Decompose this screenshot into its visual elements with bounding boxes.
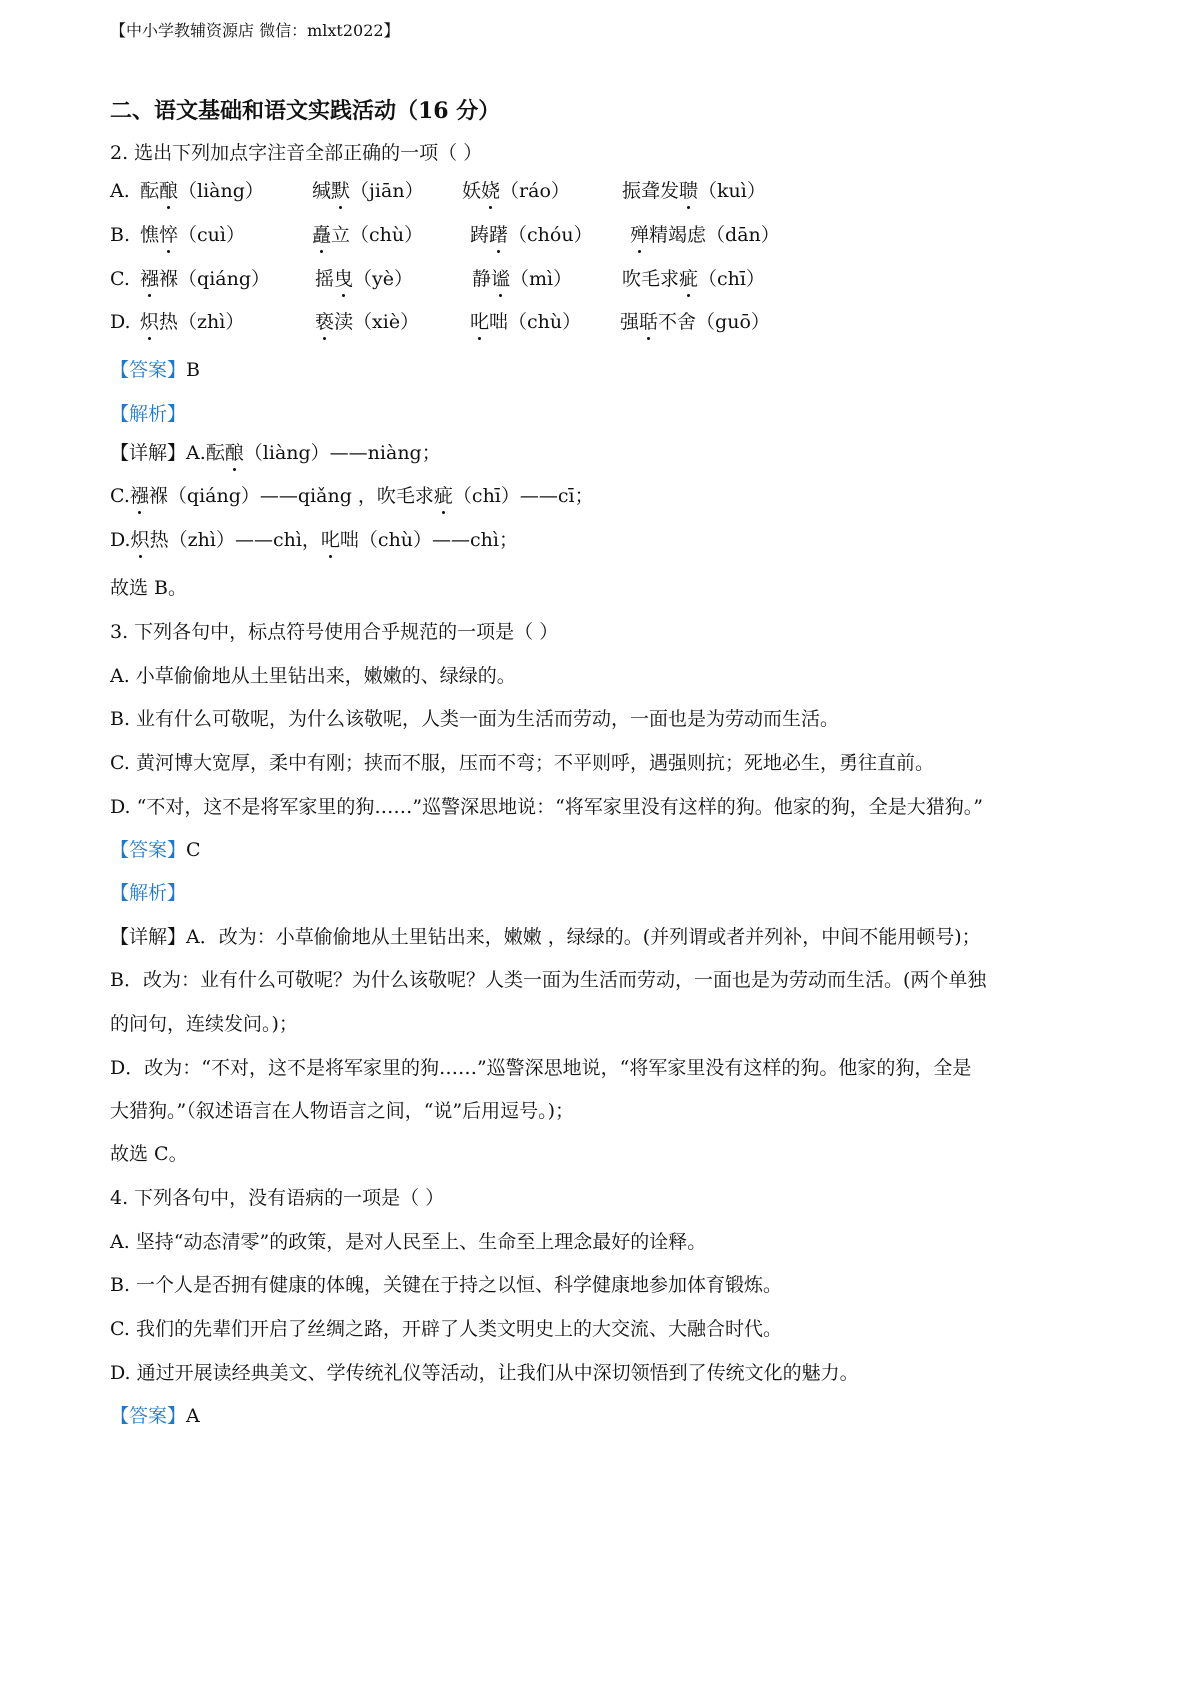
- q3-detail-line-1: 【详解】A．改为：小草偷偷地从土里钻出来，嫩嫩 ，绿绿的。(并列谓或者并列补，中间不能用顿号)；: [110, 926, 981, 948]
- option-word: [312, 178, 424, 204]
- answer-value: A: [186, 1405, 200, 1427]
- word-part: 缄: [312, 180, 332, 202]
- dotted-char: 叱: [470, 311, 490, 333]
- option-word: [470, 309, 581, 335]
- pinyin: （dān）: [706, 224, 780, 246]
- answer-value: C: [186, 839, 201, 861]
- option-word: [472, 266, 572, 292]
- option-word: [630, 222, 780, 248]
- option-word: [622, 266, 765, 292]
- word-part: 踌: [470, 224, 490, 246]
- option-label: A.: [110, 180, 130, 202]
- q3-conclusion: 故选 C。: [110, 1143, 188, 1165]
- dotted-char: 谧: [491, 268, 511, 290]
- word-part: 憔: [140, 224, 160, 246]
- pinyin: （xiè）: [353, 311, 420, 333]
- q3-stem: 3. 下列各句中，标点符号使用合乎规范的一项是（ ）: [110, 621, 559, 643]
- option-word: [315, 266, 413, 292]
- option-word: [622, 178, 766, 204]
- dotted-char: 亵: [315, 311, 335, 333]
- word-part: 渎: [334, 311, 354, 333]
- pinyin: （cuì）: [178, 224, 245, 246]
- option-word: [140, 309, 244, 335]
- q2-stem: 2. 选出下列加点字注音全部正确的一项（ ）: [110, 142, 483, 164]
- pinyin: （yè）: [353, 268, 414, 290]
- option-word: [312, 222, 423, 248]
- detail-tag: 【详解】: [110, 442, 187, 464]
- word-part: 静: [472, 268, 492, 290]
- q3-detail-line-4: D．改为：“不对，这不是将军家里的狗……”巡警深思地说，“将军家里没有这样的狗。他家的狗，全是: [110, 1057, 972, 1079]
- dotted-char: 悴: [159, 224, 179, 246]
- option-word: [620, 309, 770, 335]
- dotted-char: 襁: [140, 268, 160, 290]
- q4-option-a: A. 坚持“动态清零”的政策，是对人民至上、生命至上理念最好的诠释。: [110, 1231, 707, 1253]
- dotted-char: 疵: [679, 268, 699, 290]
- dotted-char: 聩: [679, 180, 699, 202]
- q2-option-d: [110, 309, 770, 335]
- q2-conclusion: 故选 B。: [110, 577, 188, 599]
- pinyin: （zhì）: [178, 311, 245, 333]
- pinyin: （ráo）: [500, 180, 570, 202]
- pinyin: （jiān）: [350, 180, 424, 202]
- section-title: 二、语文基础和语文实践活动（16 分）: [110, 98, 501, 124]
- q3-option-c: C. 黄河博大宽厚，柔中有刚；挟而不服，压而不弯；不平则呼，遇强则抗；死地必生，勇往直前。: [110, 752, 934, 774]
- q4-option-b: B. 一个人是否拥有健康的体魄，关键在于持之以恒、科学健康地参加体育锻炼。: [110, 1274, 783, 1296]
- word-part: 吹毛求: [622, 268, 680, 290]
- dotted-char: 聒: [639, 311, 659, 333]
- dotted-char: 殚: [630, 224, 650, 246]
- word-part: 振聋发: [622, 180, 680, 202]
- q4-answer: [110, 1403, 200, 1429]
- pinyin: （liàng）: [178, 180, 264, 202]
- q3-detail-line-2: B．改为：业有什么可敬呢？为什么该敬呢？人类一面为生活而劳动，一面也是为劳动而生活。(两个单独: [110, 969, 987, 991]
- q2-option-c: [110, 266, 765, 292]
- q3-detail-line-5: 大猎狗。”（叙述语言在人物语言之间，“说”后用逗号。)；: [110, 1100, 575, 1122]
- dotted-char: 炽: [140, 311, 160, 333]
- option-word: [140, 266, 270, 292]
- dotted-char: 矗: [312, 224, 332, 246]
- dotted-char: 娆: [481, 180, 501, 202]
- q2-analysis-tag: 【解析】: [110, 403, 187, 425]
- dotted-char: 曳: [334, 268, 354, 290]
- q3-option-b: B. 业有什么可敬呢，为什么该敬呢，人类一面为生活而劳动，一面也是为劳动而生活。: [110, 708, 840, 730]
- q3-answer: [110, 837, 201, 863]
- option-word: [462, 178, 570, 204]
- pinyin: （qiáng）: [178, 268, 270, 290]
- q2-detail-line-1: 【详解】A.酝酿（liàng）——niàng；: [110, 442, 441, 464]
- q3-option-d: D. “不对，这不是将军家里的狗……”巡警深思地说：“将军家里没有这样的狗。他家的狗，全是大猎狗。”: [110, 796, 983, 818]
- pinyin: （kuì）: [698, 180, 766, 202]
- word-part: 摇: [315, 268, 335, 290]
- q3-option-a: A. 小草偷偷地从土里钻出来，嫩嫩的、绿绿的。: [110, 665, 516, 687]
- option-label: C.: [110, 268, 130, 290]
- pinyin: （chóu）: [508, 224, 593, 246]
- q3-detail-line-3: 的问句，连续发问。)；: [110, 1013, 298, 1035]
- dotted-char: 躇: [489, 224, 509, 246]
- pinyin: （chù）: [350, 224, 424, 246]
- q2-option-b: [110, 222, 780, 248]
- pinyin: （guō）: [696, 311, 770, 333]
- q2-answer: [110, 357, 200, 383]
- word-part: 精竭虑: [649, 224, 707, 246]
- q2-detail-line-2: C.襁褓（qiáng）——qiǎng ，吹毛求疵（chī）——cī；: [110, 485, 594, 507]
- dotted-char: 酿: [159, 180, 179, 202]
- q3-analysis-tag: 【解析】: [110, 882, 187, 904]
- answer-value: B: [186, 359, 200, 381]
- option-word: [315, 309, 419, 335]
- answer-tag: 【答案】: [110, 839, 187, 861]
- option-word: [140, 178, 264, 204]
- word-part: 褓: [159, 268, 179, 290]
- pinyin: （chù）: [508, 311, 582, 333]
- q2-option-a: [110, 178, 766, 204]
- page-header: 【中小学教辅资源店 微信：mlxt2022】: [110, 21, 400, 40]
- q2-detail-line-3: D.炽热（zhì）——chì，叱咄（chù）——chì；: [110, 529, 518, 551]
- word-part: 热: [159, 311, 179, 333]
- option-word: [470, 222, 593, 248]
- dotted-char: 默: [331, 180, 351, 202]
- word-part: 强: [620, 311, 640, 333]
- answer-tag: 【答案】: [110, 1405, 187, 1427]
- option-word: [140, 222, 245, 248]
- detail-tag: 【详解】: [110, 926, 187, 948]
- pinyin: （mì）: [510, 268, 573, 290]
- answer-tag: 【答案】: [110, 359, 187, 381]
- pinyin: （chī）: [698, 268, 765, 290]
- word-part: 立: [331, 224, 351, 246]
- option-label: B.: [110, 224, 131, 246]
- q4-option-c: C. 我们的先辈们开启了丝绸之路，开辟了人类文明史上的大交流、大融合时代。: [110, 1318, 782, 1340]
- q4-stem: 4. 下列各句中，没有语病的一项是（ ）: [110, 1187, 445, 1209]
- word-part: 不舍: [658, 311, 697, 333]
- word-part: 酝: [140, 180, 160, 202]
- option-label: D.: [110, 311, 131, 333]
- q4-option-d: D. 通过开展读经典美文、学传统礼仪等活动，让我们从中深切领悟到了传统文化的魅力。: [110, 1362, 859, 1384]
- word-part: 咄: [489, 311, 509, 333]
- word-part: 妖: [462, 180, 482, 202]
